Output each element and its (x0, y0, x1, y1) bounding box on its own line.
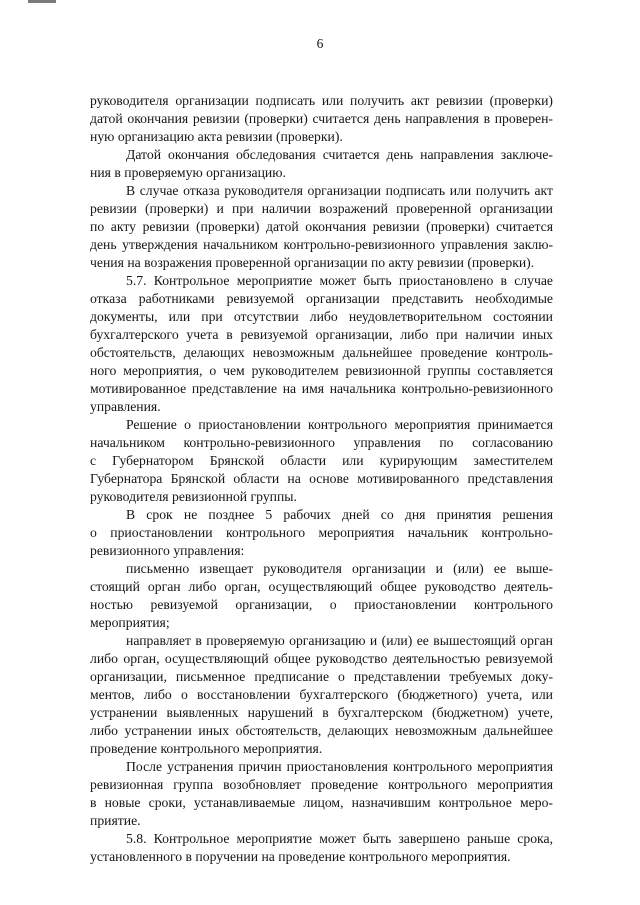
body-text-line: ментов, либо о восстановлении бухгалтерского (бюджетного) учета, или (90, 687, 553, 702)
body-text-line: установленного в поручении на проведение контрольного мероприятия. (90, 849, 511, 864)
body-text-line: 5.8. Контрольное мероприятие может быть завершено раньше срока, (126, 831, 553, 846)
page-number: 6 (316, 36, 324, 51)
body-text-line: После устранения причин приостановления контрольного мероприятия (126, 759, 553, 774)
body-text-line: управления. (90, 399, 161, 414)
body-text-line: о приостановлении контрольного мероприятия начальник контрольно- (90, 525, 553, 540)
body-text-line: приятие. (90, 813, 141, 828)
body-text-line: 5.7. Контрольное мероприятие может быть приостановлено в случае (126, 273, 553, 288)
top-edge-rule (28, 0, 56, 3)
body-text-line: в новые сроки, устанавливаемые лицом, назначившим контрольное меро- (90, 795, 553, 810)
body-text-line: Губернатора Брянской области на основе мотивированного представления (90, 471, 553, 486)
body-text-line: руководителя организации подписать или получить акт ревизии (проверки) (90, 93, 553, 108)
body-text-line: ревизионного управления: (90, 543, 245, 558)
body-text-line: обстоятельств, делающих невозможным дальнейшее проведение контроль- (90, 345, 553, 360)
body-text-line: письменно извещает руководителя организации и (или) ее выше- (126, 561, 553, 576)
body-text-line: В срок не позднее 5 рабочих дней со дня принятия решения (126, 507, 553, 522)
body-text-line: стоящий орган либо орган, осуществляющий общее руководство деятель- (90, 579, 553, 594)
body-text-line: либо устранении иных обстоятельств, делающих невозможным дальнейшее (90, 723, 553, 738)
body-text-line: ную организацию акта ревизии (проверки). (90, 129, 343, 144)
body-text-line: Датой окончания обследования считается день направления заключе- (126, 147, 553, 162)
body-text-line: организации, письменное предписание о представлении требуемых доку- (90, 669, 553, 684)
body-text-line: либо орган, осуществляющий общее руководство деятельностью ревизуемой (90, 651, 553, 666)
body-text-line: бухгалтерского учета в ревизуемой организации, либо при наличии иных (90, 327, 553, 342)
body-text-line: В случае отказа руководителя организации подписать или получить акт (126, 183, 553, 198)
body-text-line: документы, или при отсутствии либо неудовлетворительном состоянии (90, 309, 553, 324)
body-text-line: начальником контрольно-ревизионного управления по согласованию (90, 435, 553, 450)
body-text-line: ностью ревизуемой организации, о приостановлении контрольного (90, 597, 553, 612)
body-text-line: день утверждения начальником контрольно-ревизионного управления заклю- (90, 237, 553, 252)
body-text-line: мотивированное представление на имя начальника контрольно-ревизионного (90, 381, 553, 396)
body-text-line: мероприятия; (90, 615, 170, 630)
body-text-line: по акту ревизии (проверки) датой окончания ревизии (проверки) считается (90, 219, 553, 234)
body-text-line: датой окончания ревизии (проверки) считается день направления в проверен- (90, 111, 553, 126)
body-text-line: ревизионная группа возобновляет проведение контрольного мероприятия (90, 777, 553, 792)
body-text-line: устранении выявленных нарушений в бухгалтерском (бюджетном) учете, (90, 705, 553, 720)
body-text-line: руководителя ревизионной группы. (90, 489, 297, 504)
body-text-line: отказа работниками ревизуемой организации представить необходимые (90, 291, 553, 306)
body-text-line: чения на возражения проверенной организации по акту ревизии (проверки). (90, 255, 535, 270)
body-text-line: с Губернатором Брянской области или курирующим заместителем (90, 453, 553, 468)
body-text-line: ного мероприятия, о чем руководителем ревизионной группы составляется (90, 363, 553, 378)
body-text-line: ния в проверяемую организацию. (90, 165, 286, 180)
body-text-line: проведение контрольного мероприятия. (90, 741, 323, 756)
body-text-line: направляет в проверяемую организацию и (или) ее вышестоящий орган (126, 633, 553, 648)
body-text-line: Решение о приостановлении контрольного мероприятия принимается (126, 417, 553, 432)
body-text-line: ревизии (проверки) и при наличии возражений проверенной организации (90, 201, 553, 216)
